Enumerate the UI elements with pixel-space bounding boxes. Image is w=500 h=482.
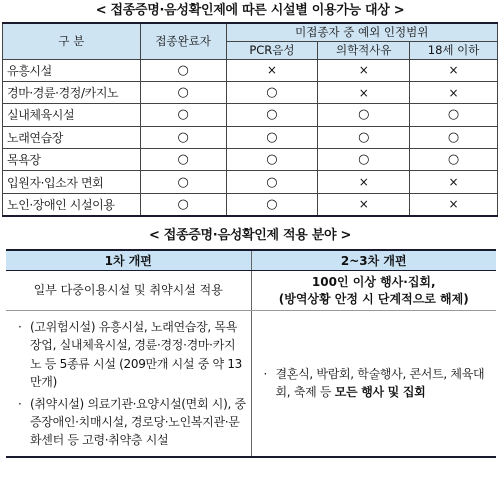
under18-cell: × bbox=[410, 193, 498, 215]
pcr-cell: ○ bbox=[226, 149, 318, 171]
medical-cell: ○ bbox=[318, 104, 410, 126]
phase1-details bbox=[6, 311, 251, 457]
header-phase1: 1차 개편 bbox=[6, 250, 251, 271]
under18-cell: × bbox=[410, 171, 498, 193]
facility-name: 노래연습장 bbox=[3, 126, 141, 148]
phase23-bullet-bold: 모든 행사 및 집회 bbox=[334, 385, 426, 400]
facility-name: 유흥시설 bbox=[3, 59, 141, 81]
phase1-summary: 일부 다중이용시설 및 취약시설 적용 bbox=[6, 271, 251, 311]
facility-row bbox=[3, 59, 498, 81]
facility-row bbox=[3, 193, 498, 215]
medical-cell: × bbox=[318, 59, 410, 81]
phase23-details bbox=[251, 311, 496, 457]
vaccinated-cell: ○ bbox=[140, 193, 226, 215]
bullet-text-part: (고위험시설) 유흥시설, 노래연습장, 목욕장업, 실내체육시설, 경륜·경정·경마·카지노 bbox=[30, 320, 238, 371]
pcr-cell: ○ bbox=[226, 126, 318, 148]
phase1-bullet bbox=[6, 395, 251, 450]
facility-name: 실내체육시설 bbox=[3, 104, 141, 126]
medical-cell: ○ bbox=[318, 126, 410, 148]
phase23-summary bbox=[251, 271, 496, 311]
facility-name: 입원자·입소자 면회 bbox=[3, 171, 141, 193]
facility-name: 경마·경륜·경정/카지노 bbox=[3, 81, 141, 103]
medical-cell: × bbox=[318, 171, 410, 193]
medical-cell: × bbox=[318, 81, 410, 103]
vaccinated-cell: ○ bbox=[140, 149, 226, 171]
facility-row bbox=[3, 104, 498, 126]
pcr-cell: ○ bbox=[226, 104, 318, 126]
vaccinated-cell: ○ bbox=[140, 126, 226, 148]
header-under18: 18세 이하 bbox=[410, 41, 498, 59]
under18-cell: ○ bbox=[410, 126, 498, 148]
medical-cell: × bbox=[318, 193, 410, 215]
facility-row bbox=[3, 81, 498, 103]
phase23-summary-line1: 100인 이상 행사·집회, bbox=[311, 274, 436, 289]
header-pcr: PCR음성 bbox=[226, 41, 318, 59]
bullet-text-part: 등 고령·취약층 시설 bbox=[63, 433, 169, 448]
facility-name: 노인·장애인 시설이용 bbox=[3, 193, 141, 215]
header-phase23: 2~3차 개편 bbox=[251, 250, 496, 271]
facility-row bbox=[3, 171, 498, 193]
pcr-cell: ○ bbox=[226, 193, 318, 215]
facility-name: 목욕장 bbox=[3, 149, 141, 171]
header-vaccinated: 접종완료자 bbox=[140, 23, 226, 59]
pcr-cell: × bbox=[226, 59, 318, 81]
facility-row bbox=[3, 126, 498, 148]
phase23-bullet-text bbox=[276, 365, 493, 401]
vaccinated-cell: ○ bbox=[140, 104, 226, 126]
header-exception: 미접종자 중 예외 인정범위 bbox=[226, 23, 497, 41]
bullet-marker: · bbox=[18, 397, 22, 412]
pcr-cell: ○ bbox=[226, 81, 318, 103]
vaccinated-cell: ○ bbox=[140, 171, 226, 193]
section-title-scope: < 접종증명·음성확인제 적용 분야 > bbox=[148, 227, 352, 243]
phase1-bullet bbox=[6, 318, 251, 391]
facility-rows bbox=[3, 59, 498, 216]
vaccinated-cell: ○ bbox=[140, 81, 226, 103]
header-category: 구 분 bbox=[3, 23, 141, 59]
phase1-bullet-text bbox=[30, 395, 247, 450]
facility-access-table bbox=[2, 22, 498, 217]
under18-cell: ○ bbox=[410, 104, 498, 126]
bullet-marker: · bbox=[18, 320, 22, 335]
header-medical: 의학적사유 bbox=[318, 41, 410, 59]
bullet-marker: · bbox=[263, 367, 268, 382]
medical-cell: ○ bbox=[318, 149, 410, 171]
phase23-summary-line2: (방역상황 안정 시 단계적으로 해제) bbox=[278, 291, 469, 306]
facility-row bbox=[3, 149, 498, 171]
vaccinated-cell: ○ bbox=[140, 59, 226, 81]
under18-cell: ○ bbox=[410, 149, 498, 171]
phase23-bullet-normal: 결혼식, 박람회, 학술행사, 콘서트, 체육대회, 축제 등 bbox=[275, 367, 485, 400]
under18-cell: × bbox=[410, 59, 498, 81]
phase1-bullet-text bbox=[30, 318, 247, 391]
section-title-facilities: < 접종증명·음성확인제에 따른 시설별 이용가능 대상 > bbox=[95, 3, 405, 18]
phase23-bullet bbox=[252, 365, 497, 401]
bullet-text-part: (취약시설) 의료기관·요양시설(면회 시), 중증장애인·치매시설, 경로당·노인복지관·문화센터 bbox=[30, 397, 246, 448]
bullet-text-part: 등 5종류 시설 (209만개 시설 중 약 13만개) bbox=[30, 356, 243, 389]
pcr-cell: ○ bbox=[226, 171, 318, 193]
under18-cell: × bbox=[410, 81, 498, 103]
scope-table bbox=[6, 249, 496, 458]
